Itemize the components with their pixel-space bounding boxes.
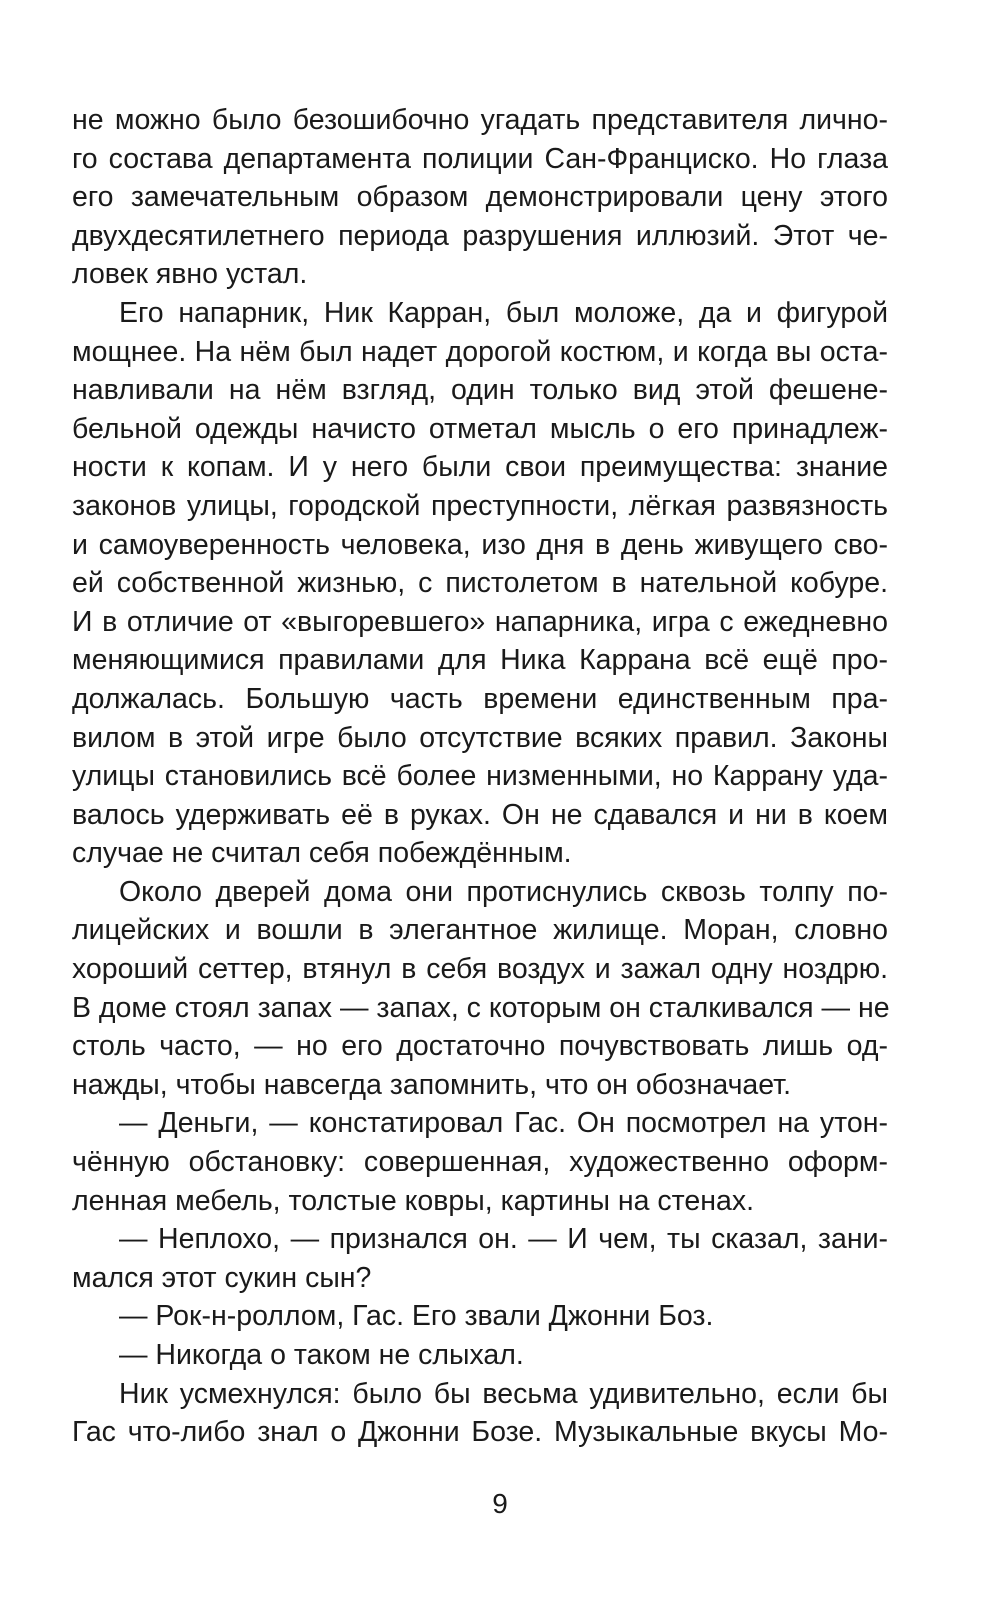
text-line: чённую обстановку: совершенная, художественно оформ- bbox=[72, 1146, 888, 1179]
text-line: ей собственной жизнью, с пистолетом в нательной кобуре. bbox=[72, 567, 888, 600]
text-line: случае не считал себя побеждённым. bbox=[72, 837, 572, 870]
text-line: двухдесятилетнего периода разрушения иллюзий. Этот че- bbox=[72, 219, 888, 252]
text-line: И в отличие от «выгоревшего» напарника, игра с ежедневно bbox=[72, 605, 888, 638]
text-line: ловек явно устал. bbox=[72, 258, 308, 291]
text-line: законов улицы, городской преступности, лёгкая развязность bbox=[72, 489, 888, 522]
text-line: Ник усмехнулся: было бы весьма удивительно, если бы bbox=[119, 1377, 888, 1410]
text-line: хороший сеттер, втянул в себя воздух и зажал одну ноздрю. bbox=[72, 953, 888, 986]
page-number: 9 bbox=[492, 1488, 508, 1519]
text-line: Около дверей дома они протиснулись сквозь толпу по- bbox=[119, 875, 888, 908]
text-line: меняющимися правилами для Ника Каррана всё ещё про- bbox=[72, 644, 888, 677]
text-line: его замечательным образом демонстрировали цену этого bbox=[72, 181, 888, 214]
text-line: и самоуверенность человека, изо дня в день живущего сво- bbox=[72, 528, 888, 561]
text-line: — Неплохо, — признался он. — И чем, ты сказал, зани- bbox=[119, 1223, 888, 1256]
text-line: валось удерживать её в руках. Он не сдавался и ни в коем bbox=[72, 798, 888, 831]
text-line: — Рок-н-роллом, Гас. Его звали Джонни Боз. bbox=[119, 1300, 714, 1333]
text-line: — Никогда о таком не слыхал. bbox=[119, 1339, 524, 1371]
text-line: В доме стоял запах — запах, с которым он сталкивался — не bbox=[72, 991, 890, 1024]
text-line: не можно было безошибочно угадать представителя лично- bbox=[72, 104, 888, 136]
text-line: ленная мебель, толстые ковры, картины на стенах. bbox=[72, 1184, 754, 1217]
text-line: го состава департамента полиции Сан-Франциско. Но глаза bbox=[72, 142, 888, 175]
text-line: мощнее. На нём был надет дорогой костюм, и когда вы оста- bbox=[72, 335, 888, 368]
text-line: навливали на нём взгляд, один только вид этой фешене- bbox=[72, 374, 888, 407]
text-line: бельной одежды начисто отметал мысль о его принадлеж- bbox=[72, 412, 888, 445]
text-line: — Деньги, — констатировал Гас. Он посмотрел на утон- bbox=[119, 1107, 888, 1140]
text-line: ности к копам. И у него были свои преимущества: знание bbox=[72, 451, 888, 484]
text-line: Гас что-либо знал о Джонни Бозе. Музыкальные вкусы Мо- bbox=[72, 1416, 888, 1449]
text-line: нажды, чтобы навсегда запомнить, что он обозначает. bbox=[72, 1068, 791, 1101]
text-line: мался этот сукин сын? bbox=[72, 1261, 372, 1294]
text-line: вилом в этой игре было отсутствие всяких правил. Законы bbox=[72, 721, 888, 754]
text-line: должалась. Большую часть времени единственным пра- bbox=[72, 682, 888, 715]
text-line: Его напарник, Ник Карран, был моложе, да и фигурой bbox=[119, 296, 888, 329]
text-line: улицы становились всё более низменными, но Каррану уда- bbox=[72, 760, 888, 793]
text-line: столь часто, — но его достаточно почувствовать лишь од- bbox=[72, 1030, 888, 1063]
text-line: лицейских и вошли в элегантное жилище. Моран, словно bbox=[72, 914, 888, 947]
body-text bbox=[72, 101, 888, 1452]
